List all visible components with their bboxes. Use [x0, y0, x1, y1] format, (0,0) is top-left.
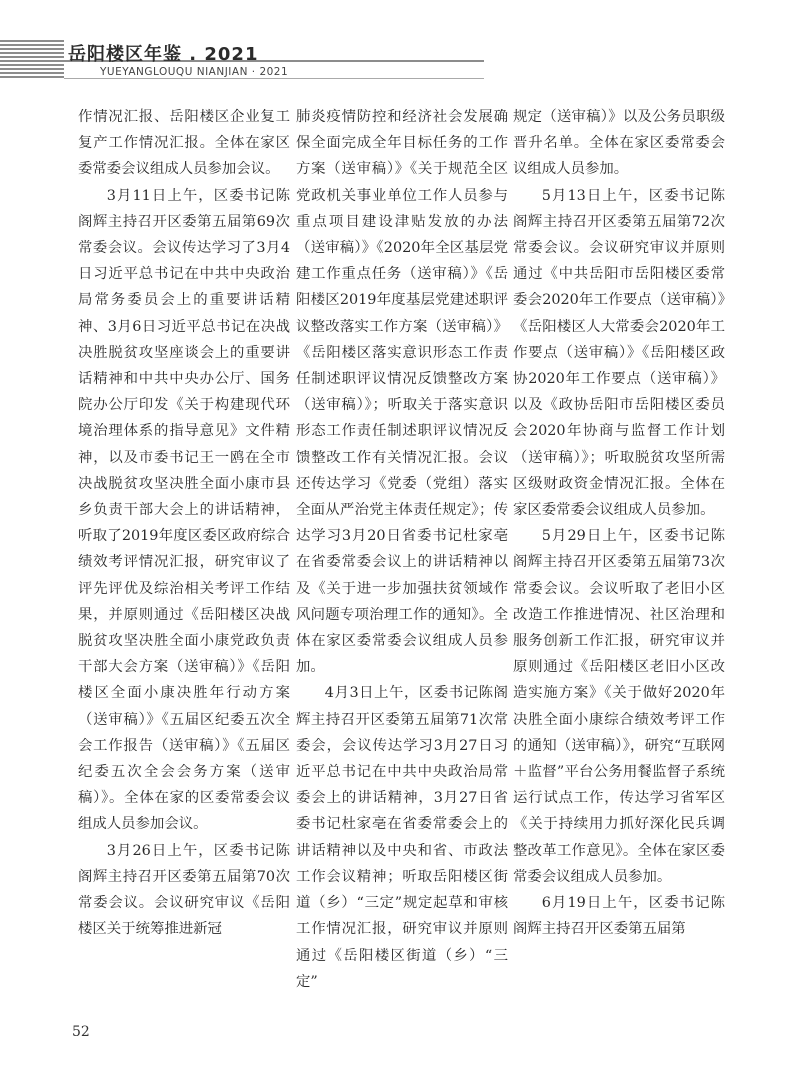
text-column-middle: [296, 104, 508, 995]
page-header: [0, 0, 793, 100]
header-stripes-decoration: [0, 40, 64, 82]
paragraph: 6月19日上午，区委书记陈阁辉主持召开区委第五届第: [513, 895, 725, 938]
paragraph: 规定（送审稿）》以及公务员职级晋升名单。全体在家区委常委会议组成人员参加。: [513, 109, 725, 178]
text-column-left: [78, 104, 290, 943]
paragraph: 3月11日上午，区委书记陈阁辉主持召开区委第五届第69次常委会议。会议传达学习了3月4日习近平总书记在中共中央政治局常务委员会上的重要讲话精神、3月6日习近平总书记在决战决胜脱贫攻坚座谈会上的重要讲话精神和中共中央办公厅、国务院办公厅印发《关于构建现代环境治理体系的指导意见》文件精神，以及市委书记王一鸥在全市决战脱贫攻坚决胜全面小康市县乡负责干部大会上的讲话精神，听取了2019年度区委区政府综合绩效考评情况汇报，研究审议了评先评优及综治相关考评工作结果，并原则通过《岳阳楼区决战脱贫攻坚决胜全面小康党政负责干部大会方案（送审稿）》《岳阳楼区全面小康决胜年行动方案（送审稿）》《五届区纪委五次全会工作报告（送审稿）》《五届区纪委五次全会会务方案（送审稿）》。全体在家的区委常委会议组成人员参加会议。: [78, 187, 290, 833]
paragraph: 3月26日上午，区委书记陈阁辉主持召开区委第五届第70次常委会议。会议研究审议《岳阳楼区关于统筹推进新冠: [78, 842, 290, 938]
paragraph: 4月3日上午，区委书记陈阁辉主持召开区委第五届第71次常委会，会议传达学习3月27日习近平总书记在中共中央政治局常委会上的讲话精神，3月27日省委书记杜家亳在省委常委会上的讲话精神以及中央和省、市政法工作会议精神；听取岳阳楼区街道（乡）“三定”规定起草和审核工作情况汇报，研究审议并原则通过《岳阳楼区街道（乡）“三定”: [296, 685, 508, 990]
paragraph: 作情况汇报、岳阳楼区企业复工复产工作情况汇报。全体在家区委常委会议组成人员参加会议。: [78, 109, 290, 178]
page-number: 52: [72, 1024, 90, 1040]
paragraph: 5月29日上午，区委书记陈阁辉主持召开区委第五届第73次常委会议。会议听取了老旧小区改造工作推进情况、社区治理和服务创新工作汇报，研究审议并原则通过《岳阳楼区老旧小区改造实施方案》《关于做好2020年决胜全面小康综合绩效考评工作的通知（送审稿）》，研究“互联网＋监督”平台公务用餐监督子系统运行试点工作，传达学习省军区《关于持续用力抓好深化民兵调整改革工作意见》。全体在家区委常委会议组成人员参加。: [513, 528, 725, 885]
yearbook-subtitle: YUEYANGLOUQU NIANJIAN · 2021: [100, 66, 289, 78]
paragraph: 肺炎疫情防控和经济社会发展确保全面完成全年目标任务的工作方案（送审稿）》《关于规范全区党政机关事业单位工作人员参与重点项目建设津贴发放的办法（送审稿）》《2020年全区基层党建工作重点任务（送审稿）》《岳阳楼区2019年度基层党建述职评议整改落实工作方案（送审稿）》《岳阳楼区落实意识形态工作责任制述职评议情况反馈整改方案（送审稿）》；听取关于落实意识形态工作责任制述职评议情况反馈整改工作有关情况汇报。会议还传达学习《党委（党组）落实全面从严治党主体责任规定》；传达学习3月20日省委书记杜家亳在省委常委会议上的讲话精神以及《关于进一步加强扶贫领域作风问题专项治理工作的通知》。全体在家区委常委会议组成人员参加。: [296, 109, 508, 676]
paragraph: 5月13日上午，区委书记陈阁辉主持召开区委第五届第72次常委会议。会议研究审议并原则通过《中共岳阳市岳阳楼区委常委会2020年工作要点（送审稿）》《岳阳楼区人大常委会2020年工作要点（送审稿）》《岳阳楼区政协2020年工作要点（送审稿）》以及《政协岳阳市岳阳楼区委员会2020年协商与监督工作计划（送审稿）》；听取脱贫攻坚所需区级财政资金情况汇报。全体在家区委常委会议组成人员参加。: [513, 187, 725, 519]
text-column-right: [513, 104, 725, 943]
header-rule-lower: [64, 78, 484, 79]
yearbook-title: 岳阳楼区年鉴 . 2021: [68, 44, 259, 65]
